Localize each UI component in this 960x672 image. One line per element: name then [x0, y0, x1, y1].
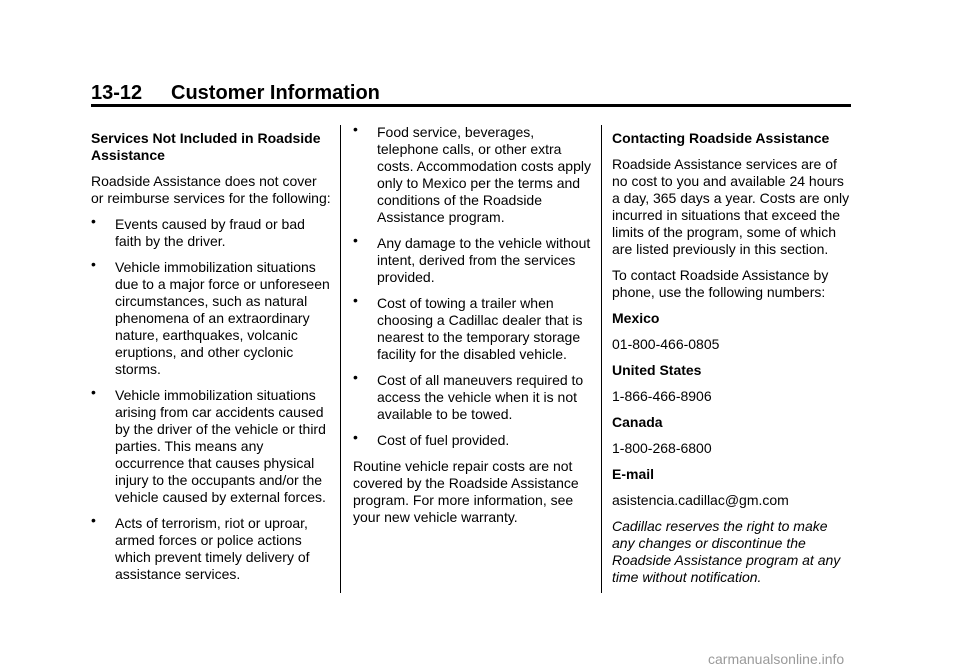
- bullet-icon: •: [353, 292, 358, 308]
- bullet-item: [91, 512, 331, 583]
- column-divider-2: [601, 125, 602, 593]
- column-divider-1: [340, 125, 341, 593]
- column-3: [612, 130, 852, 595]
- contact-instructions: To contact Roadside Assistance by phone, use the following numbers:: [612, 267, 829, 300]
- column-2: [353, 121, 593, 535]
- bullet-item: [353, 121, 593, 226]
- bullet-text: Food service, beverages, telephone calls, or other extra costs. Accommodation costs apply only to Mexico per the terms and conditions of the Roadside Assistance program.: [377, 124, 591, 225]
- bullet-text: Any damage to the vehicle without intent, derived from the services provided.: [377, 235, 591, 285]
- contact-value-mexico: 01-800-466-0805: [612, 336, 720, 352]
- bullet-item: [353, 232, 593, 286]
- bullet-icon: •: [91, 213, 96, 229]
- bullet-text: Vehicle immobilization situations arising from car accidents caused by the driver of the vehicle or third parties. This means any occurrence that causes physical injury to the occupants and/or the vehicle caused by external forces.: [115, 387, 326, 505]
- bullet-item: [91, 384, 331, 506]
- bullet-text: Acts of terrorism, riot or uproar, armed forces or police actions which prevent timely delivery of assistance services.: [115, 515, 310, 582]
- section-title: Customer Information: [171, 82, 380, 104]
- bullet-icon: •: [353, 369, 358, 385]
- bullet-text: Cost of fuel provided.: [377, 432, 510, 448]
- closing-paragraph: Routine vehicle repair costs are not covered by the Roadside Assistance program. For more information, see your new vehicle warranty.: [353, 458, 579, 525]
- disclaimer-note: Cadillac reserves the right to make any changes or discontinue the Roadside Assistance program at any time without notification.: [612, 518, 841, 585]
- column-1: [91, 130, 331, 592]
- bullet-item: [353, 429, 593, 449]
- bullet-text: Vehicle immobilization situations due to a major force or unforeseen circumstances, such as natural phenomena of an extraordinary nature, earthquakes, volcanic eruptions, and other cyclonic storms.: [115, 259, 330, 377]
- watermark: carmanualsonline.info: [708, 651, 845, 667]
- subheading-contacting: Contacting Roadside Assistance: [612, 130, 830, 146]
- header-rule: [91, 104, 851, 107]
- bullet-icon: •: [353, 429, 358, 445]
- contact-value-email: asistencia.cadillac@gm.com: [612, 492, 789, 508]
- intro-paragraph: Roadside Assistance does not cover or reimburse services for the following:: [91, 173, 331, 206]
- services-paragraph: Roadside Assistance services are of no cost to you and available 24 hours a day, 365 days a year. Costs are only incurred in situations that exceed the limits of the program, some of which are listed previously in this section.: [612, 156, 850, 257]
- contact-value-canada: 1-800-268-6800: [612, 440, 712, 456]
- contact-label-canada: Canada: [612, 414, 663, 430]
- bullet-item: [91, 256, 331, 378]
- contact-label-mexico: Mexico: [612, 310, 660, 326]
- bullet-text: Cost of towing a trailer when choosing a Cadillac dealer that is nearest to the temporary storage facility for the disabled vehicle.: [377, 295, 583, 362]
- bullet-icon: •: [353, 121, 358, 137]
- page-header: [91, 80, 851, 106]
- bullet-item: [91, 213, 331, 250]
- bullet-icon: •: [91, 512, 96, 528]
- contact-value-united-states: 1-866-466-8906: [612, 388, 712, 404]
- bullet-icon: •: [91, 256, 96, 272]
- page-number: 13-12: [91, 82, 143, 104]
- bullet-text: Events caused by fraud or bad faith by the driver.: [115, 216, 305, 249]
- bullet-icon: •: [353, 232, 358, 248]
- bullet-text: Cost of all maneuvers required to access the vehicle when it is not available to be towed.: [377, 372, 584, 422]
- bullet-item: [353, 369, 593, 423]
- subheading-services-not-included: Services Not Included in Roadside Assistance: [91, 130, 321, 163]
- bullet-item: [353, 292, 593, 363]
- contact-label-united-states: United States: [612, 362, 702, 378]
- contact-label-email: E-mail: [612, 466, 655, 482]
- bullet-icon: •: [91, 384, 96, 400]
